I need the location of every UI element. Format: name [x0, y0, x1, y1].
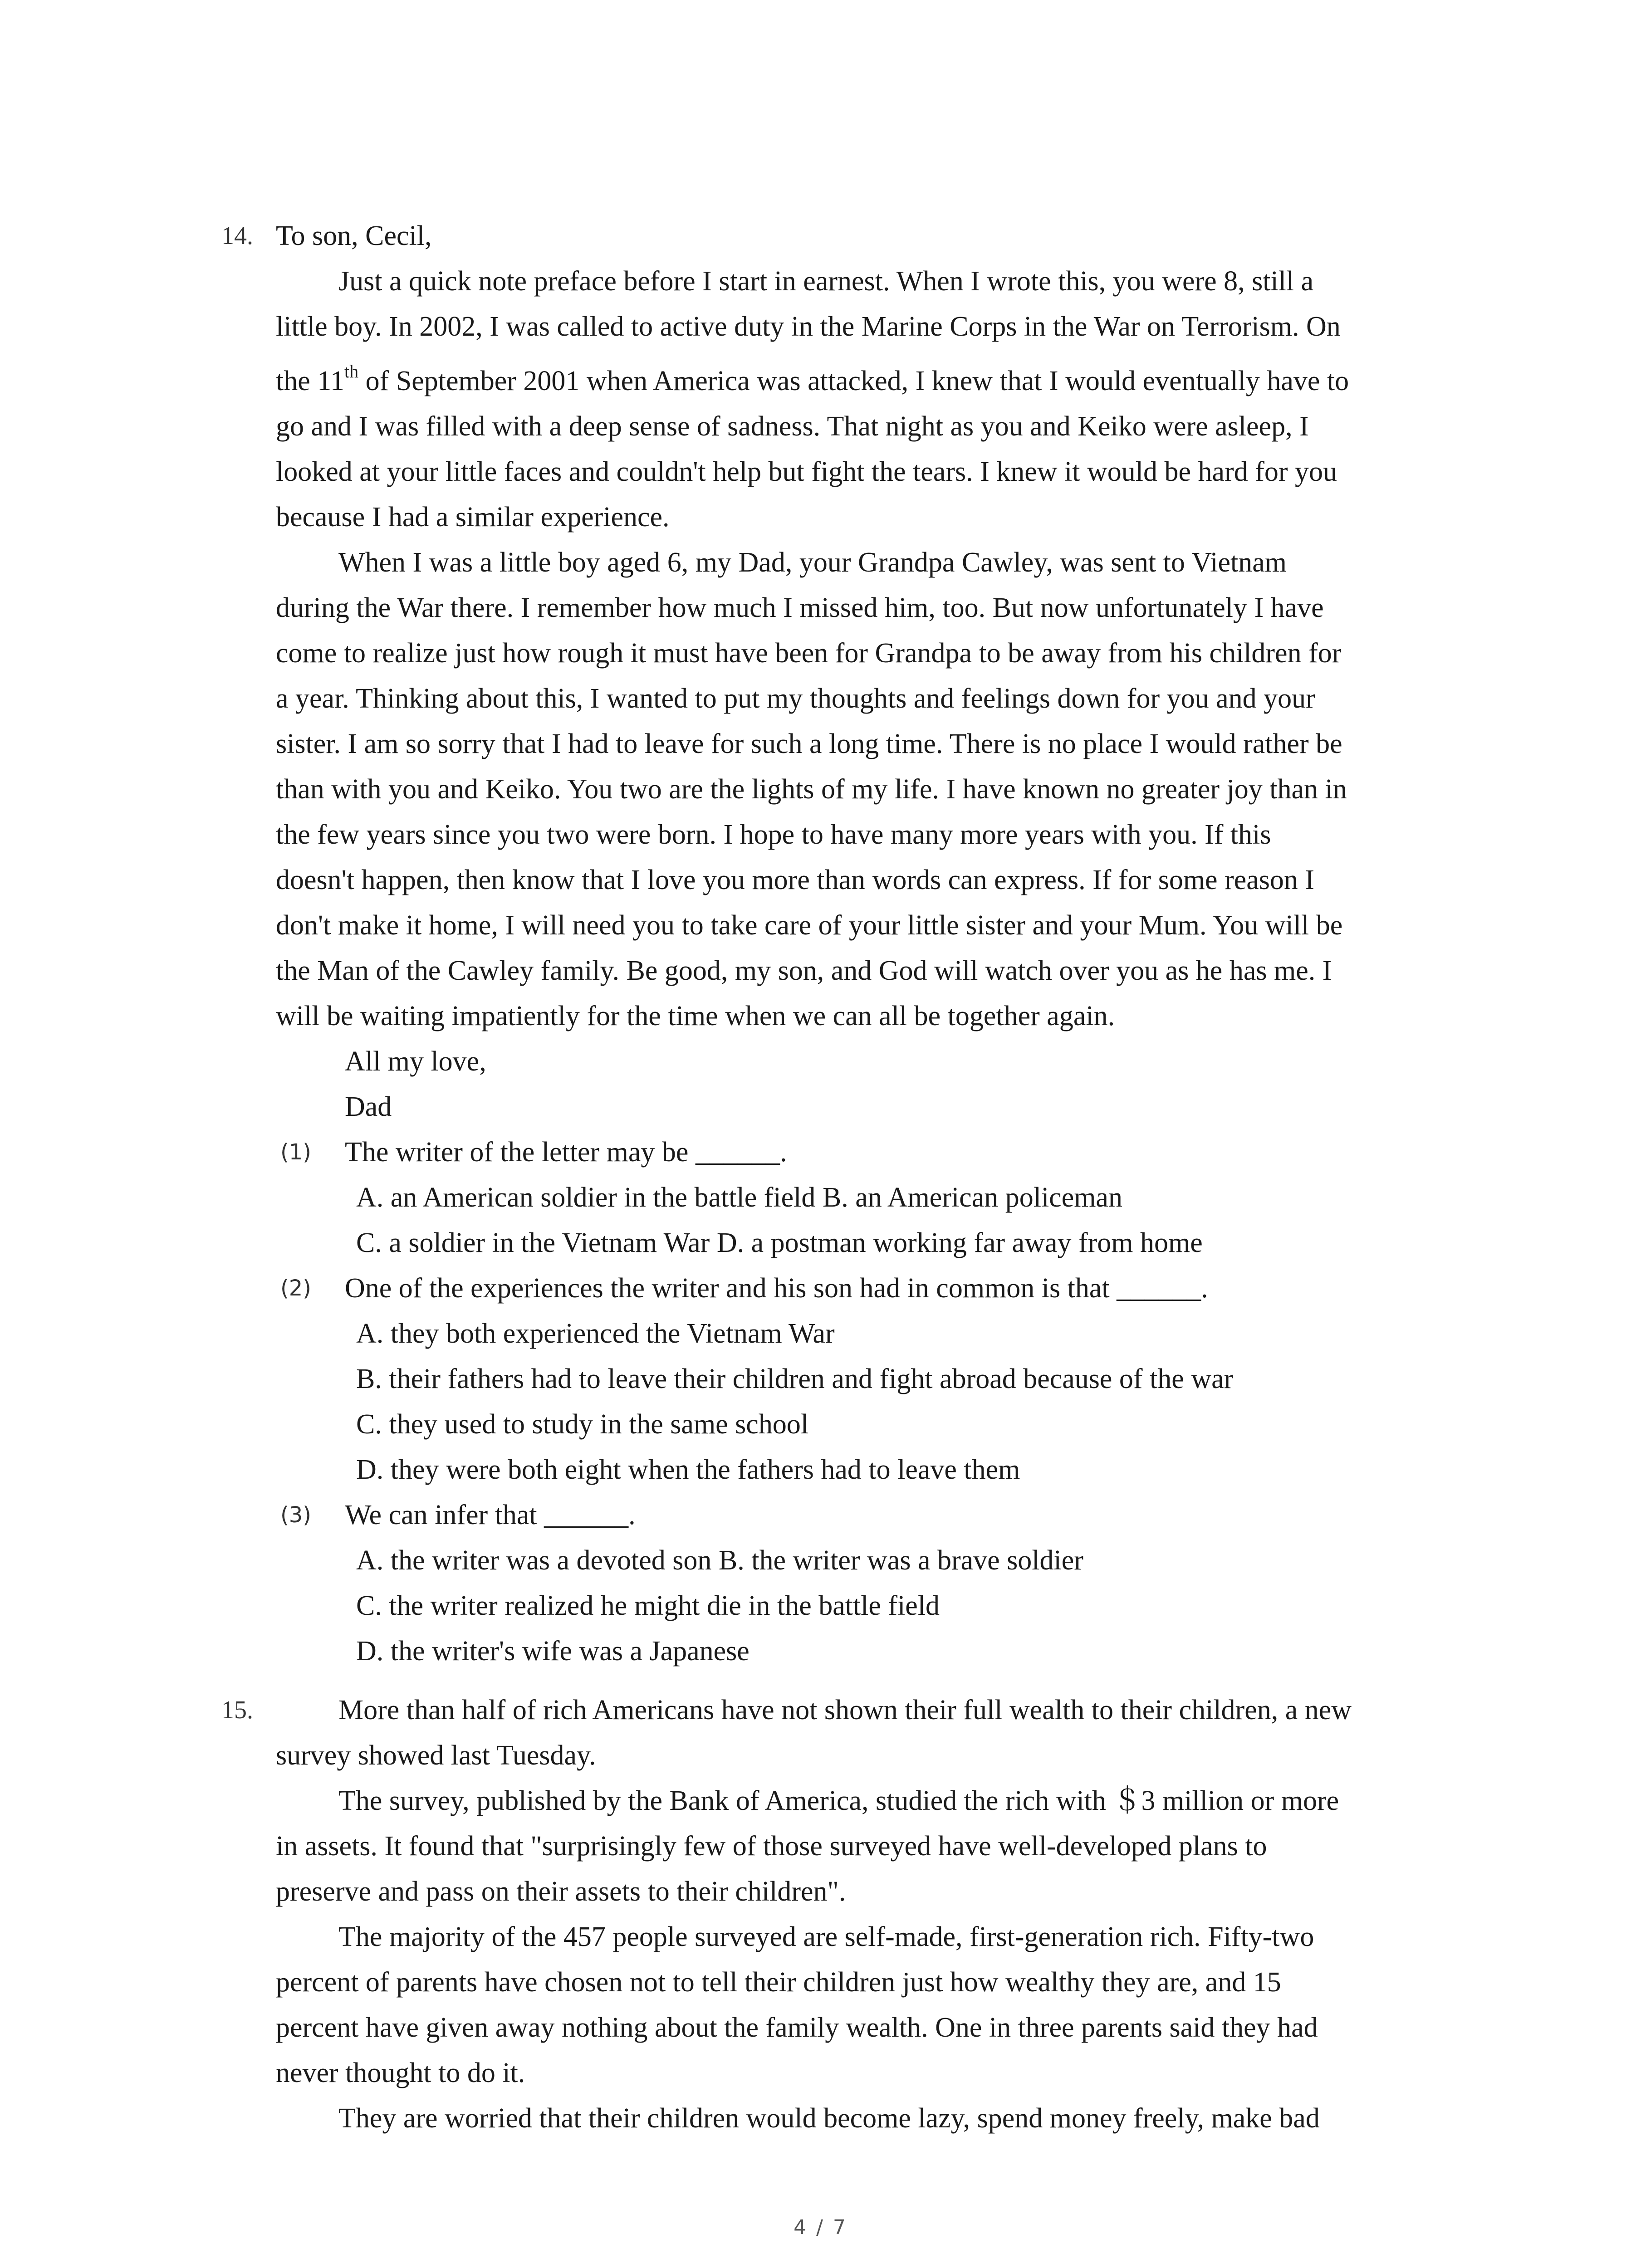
passage-15-line-7: percent of parents have chosen not to tell their children just how wealthy they are, and 15	[276, 1967, 1281, 1998]
letter-p2-line-3: come to realize just how rough it must have been for Grandpa to be away from his children for	[276, 638, 1342, 669]
letter-p2-line-7: the few years since you two were born. I hope to have many more years with you. If this	[276, 819, 1271, 850]
question-15-number: 15.	[221, 1696, 253, 1724]
subquestion-2-option-c: C. they used to study in the same school	[356, 1409, 809, 1440]
page-number: 4 / 7	[794, 2216, 847, 2239]
letter-p2-line-1: When I was a little boy aged 6, my Dad, your Grandpa Cawley, was sent to Vietnam	[338, 547, 1287, 578]
subquestion-2-number: (2)	[280, 1276, 311, 1301]
subquestion-1-options-row-1: A. an American soldier in the battle field B. an American policeman	[356, 1182, 1122, 1213]
passage-15-line-6: The majority of the 457 people surveyed are self-made, first-generation rich. Fifty-two	[338, 1921, 1314, 1952]
letter-p1-line-3	[276, 363, 1349, 399]
subquestion-2-option-b: B. their fathers had to leave their children and fight abroad because of the war	[356, 1364, 1234, 1394]
subquestion-3-option-c: C. the writer realized he might die in the battle field	[356, 1590, 940, 1621]
letter-p2-line-10: the Man of the Cawley family. Be good, my son, and God will watch over you as he has me. I	[276, 955, 1332, 986]
subquestion-1-number: (1)	[280, 1139, 311, 1165]
letter-signature: Dad	[345, 1091, 392, 1122]
letter-p1-line-2: little boy. In 2002, I was called to active duty in the Marine Corps in the War on Terrorism. On	[276, 311, 1341, 342]
passage-15-line-8: percent have given away nothing about the family wealth. One in three parents said they had	[276, 2012, 1318, 2043]
letter-p2-line-9: don't make it home, I will need you to take care of your little sister and your Mum. You will be	[276, 910, 1343, 941]
passage-15-line-10: They are worried that their children would become lazy, spend money freely, make bad	[338, 2103, 1320, 2134]
date-rest: of September 2001 when America was attacked, I knew that I would eventually have to	[358, 366, 1349, 396]
question-14-number: 14.	[221, 222, 253, 250]
date-day: the 11	[276, 366, 344, 396]
passage-15-line-9: never thought to do it.	[276, 2058, 525, 2088]
letter-salutation: To son, Cecil,	[276, 220, 432, 251]
passage-15-line-5: preserve and pass on their assets to their children".	[276, 1876, 846, 1907]
subquestion-1-stem: The writer of the letter may be ______.	[345, 1137, 787, 1168]
subquestion-2-option-d: D. they were both eight when the fathers had to leave them	[356, 1454, 1020, 1485]
date-ordinal-suffix: th	[344, 361, 359, 381]
passage-15-line-1: More than half of rich Americans have not shown their full wealth to their children, a new	[338, 1695, 1352, 1725]
letter-p2-line-2: during the War there. I remember how much I missed him, too. But now unfortunately I have	[276, 592, 1324, 623]
letter-p2-line-6: than with you and Keiko. You two are the lights of my life. I have known no greater joy than in	[276, 774, 1347, 805]
subquestion-1-options-row-2: C. a soldier in the Vietnam War D. a postman working far away from home	[356, 1227, 1203, 1258]
letter-closing: All my love,	[345, 1046, 486, 1077]
passage-15-line-4: in assets. It found that "surprisingly few of those surveyed have well-developed plans to	[276, 1831, 1267, 1862]
letter-p2-line-8: doesn't happen, then know that I love you more than words can express. If for some reason I	[276, 865, 1315, 895]
letter-p1-line-1: Just a quick note preface before I start in earnest. When I wrote this, you were 8, still a	[338, 266, 1314, 297]
letter-p1-line-4: go and I was filled with a deep sense of sadness. That night as you and Keiko were asleep, I	[276, 411, 1309, 442]
passage-15-line-3: The survey, published by the Bank of America, studied the rich with ＄3 million or more	[338, 1785, 1339, 1816]
passage-15-line-2: survey showed last Tuesday.	[276, 1740, 596, 1771]
subquestion-3-options-row-1: A. the writer was a devoted son B. the writer was a brave soldier	[356, 1545, 1083, 1576]
letter-p1-line-6: because I had a similar experience.	[276, 502, 670, 533]
letter-p2-line-4: a year. Thinking about this, I wanted to put my thoughts and feelings down for you and your	[276, 683, 1315, 714]
letter-p1-line-5: looked at your little faces and couldn't help but fight the tears. I knew it would be hard for you	[276, 456, 1337, 487]
subquestion-2-option-a: A. they both experienced the Vietnam War	[356, 1318, 835, 1349]
subquestion-3-option-d: D. the writer's wife was a Japanese	[356, 1636, 749, 1667]
subquestion-2-stem: One of the experiences the writer and his son had in common is that ______.	[345, 1273, 1208, 1304]
letter-p2-line-5: sister. I am so sorry that I had to leave for such a long time. There is no place I would rather be	[276, 728, 1342, 759]
subquestion-3-stem: We can infer that ______.	[345, 1500, 636, 1530]
letter-p2-line-11: will be waiting impatiently for the time when we can all be together again.	[276, 1001, 1115, 1031]
subquestion-3-number: (3)	[280, 1502, 311, 1528]
